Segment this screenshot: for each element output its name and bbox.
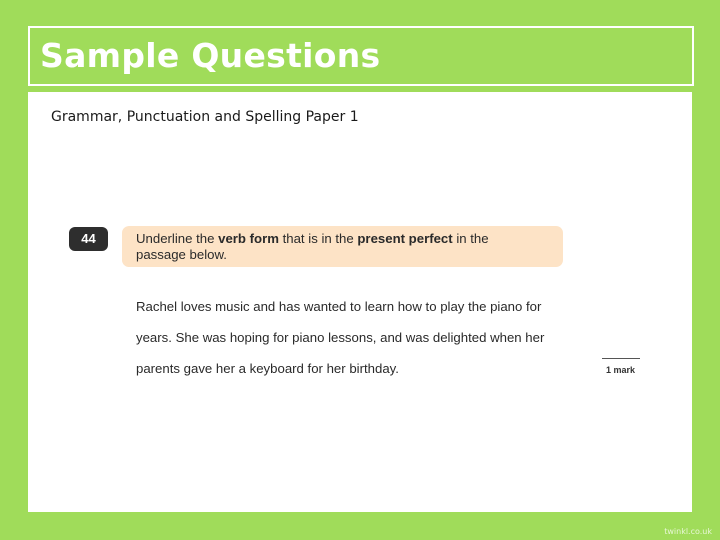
passage-line-3: parents gave her a keyboard for her birthday. (136, 361, 399, 376)
mark-divider (602, 358, 640, 359)
question-number-badge: 44 (69, 227, 108, 251)
instruction-text-3: in the (452, 231, 489, 246)
instruction-text-1: Underline the (136, 231, 219, 246)
watermark: twinkl.co.uk (664, 527, 712, 536)
paper-title: Grammar, Punctuation and Spelling Paper 1 (51, 109, 359, 125)
passage-line-2: years. She was hoping for piano lessons, and was delighted when her (136, 330, 545, 345)
marks-label: 1 mark (606, 365, 636, 375)
question-instruction (122, 226, 563, 267)
page-title: Sample Questions (40, 36, 381, 75)
instruction-bold-2: present perfect (357, 231, 453, 246)
content-panel (28, 92, 692, 512)
instruction-bold-1: verb form (218, 231, 279, 246)
title-bar (28, 26, 694, 86)
instruction-line-2: passage below. (136, 247, 227, 262)
passage-line-1: Rachel loves music and has wanted to learn how to play the piano for (136, 299, 542, 314)
instruction-text-2: that is in the (278, 231, 358, 246)
